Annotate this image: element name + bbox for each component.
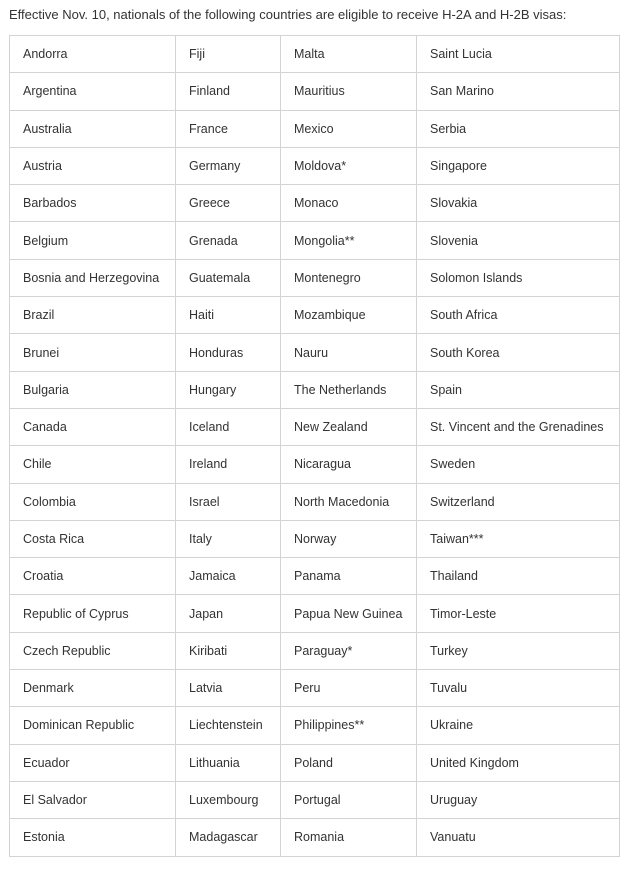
country-cell: Fiji — [176, 36, 281, 73]
country-cell: Czech Republic — [10, 632, 176, 669]
country-cell: Honduras — [176, 334, 281, 371]
country-cell: Solomon Islands — [417, 259, 620, 296]
country-cell: Philippines** — [281, 707, 417, 744]
table-row — [10, 73, 620, 110]
country-cell: Panama — [281, 558, 417, 595]
country-cell: Mauritius — [281, 73, 417, 110]
table-row — [10, 110, 620, 147]
country-cell: Malta — [281, 36, 417, 73]
table-row — [10, 297, 620, 334]
table-row — [10, 632, 620, 669]
table-row — [10, 147, 620, 184]
country-cell: San Marino — [417, 73, 620, 110]
country-cell: Timor-Leste — [417, 595, 620, 632]
country-cell: Greece — [176, 185, 281, 222]
country-cell: El Salvador — [10, 781, 176, 818]
country-cell: Bosnia and Herzegovina — [10, 259, 176, 296]
country-cell: Denmark — [10, 670, 176, 707]
country-cell: Barbados — [10, 185, 176, 222]
table-row — [10, 371, 620, 408]
country-cell: New Zealand — [281, 408, 417, 445]
country-cell: Saint Lucia — [417, 36, 620, 73]
country-cell: Finland — [176, 73, 281, 110]
country-cell: Ecuador — [10, 744, 176, 781]
country-cell: Dominican Republic — [10, 707, 176, 744]
table-row — [10, 670, 620, 707]
country-cell: Mexico — [281, 110, 417, 147]
country-cell: Sweden — [417, 446, 620, 483]
country-cell: Nauru — [281, 334, 417, 371]
country-cell: Ireland — [176, 446, 281, 483]
country-cell: Spain — [417, 371, 620, 408]
intro-text: Effective Nov. 10, nationals of the following countries are eligible to receive H-2A and H-2B visas: — [9, 7, 567, 22]
table-row — [10, 36, 620, 73]
country-cell: Uruguay — [417, 781, 620, 818]
table-row — [10, 744, 620, 781]
country-cell: Hungary — [176, 371, 281, 408]
country-cell: Taiwan*** — [417, 520, 620, 557]
country-cell: Costa Rica — [10, 520, 176, 557]
table-row — [10, 334, 620, 371]
country-cell: Portugal — [281, 781, 417, 818]
country-cell: Belgium — [10, 222, 176, 259]
table-row — [10, 558, 620, 595]
country-cell: Colombia — [10, 483, 176, 520]
country-cell: Slovakia — [417, 185, 620, 222]
country-cell: Norway — [281, 520, 417, 557]
country-cell: United Kingdom — [417, 744, 620, 781]
country-cell: Ukraine — [417, 707, 620, 744]
country-cell: Thailand — [417, 558, 620, 595]
table-row — [10, 259, 620, 296]
country-cell: Luxembourg — [176, 781, 281, 818]
country-cell: Moldova* — [281, 147, 417, 184]
country-cell: Chile — [10, 446, 176, 483]
country-cell: Turkey — [417, 632, 620, 669]
country-cell: Singapore — [417, 147, 620, 184]
country-cell: Austria — [10, 147, 176, 184]
country-cell: Republic of Cyprus — [10, 595, 176, 632]
country-cell: Slovenia — [417, 222, 620, 259]
country-cell: The Netherlands — [281, 371, 417, 408]
country-cell: Switzerland — [417, 483, 620, 520]
table-row — [10, 446, 620, 483]
countries-table-body — [10, 36, 620, 857]
country-cell: Montenegro — [281, 259, 417, 296]
country-cell: Brunei — [10, 334, 176, 371]
country-cell: Mozambique — [281, 297, 417, 334]
country-cell: Iceland — [176, 408, 281, 445]
country-cell: France — [176, 110, 281, 147]
country-cell: Estonia — [10, 819, 176, 856]
country-cell: North Macedonia — [281, 483, 417, 520]
country-cell: Grenada — [176, 222, 281, 259]
country-cell: Italy — [176, 520, 281, 557]
country-cell: Jamaica — [176, 558, 281, 595]
country-cell: Poland — [281, 744, 417, 781]
country-cell: Latvia — [176, 670, 281, 707]
table-row — [10, 222, 620, 259]
country-cell: South Africa — [417, 297, 620, 334]
country-cell: Croatia — [10, 558, 176, 595]
country-cell: Nicaragua — [281, 446, 417, 483]
country-cell: Vanuatu — [417, 819, 620, 856]
country-cell: Bulgaria — [10, 371, 176, 408]
table-row — [10, 707, 620, 744]
country-cell: South Korea — [417, 334, 620, 371]
country-cell: Romania — [281, 819, 417, 856]
countries-table — [9, 35, 620, 857]
country-cell: Serbia — [417, 110, 620, 147]
country-cell: Canada — [10, 408, 176, 445]
country-cell: Germany — [176, 147, 281, 184]
table-row — [10, 483, 620, 520]
country-cell: Japan — [176, 595, 281, 632]
table-row — [10, 520, 620, 557]
country-cell: Peru — [281, 670, 417, 707]
table-row — [10, 408, 620, 445]
country-cell: Brazil — [10, 297, 176, 334]
country-cell: Monaco — [281, 185, 417, 222]
country-cell: Paraguay* — [281, 632, 417, 669]
country-cell: Australia — [10, 110, 176, 147]
country-cell: Papua New Guinea — [281, 595, 417, 632]
country-cell: Lithuania — [176, 744, 281, 781]
country-cell: St. Vincent and the Grenadines — [417, 408, 620, 445]
table-row — [10, 595, 620, 632]
country-cell: Argentina — [10, 73, 176, 110]
country-cell: Madagascar — [176, 819, 281, 856]
country-cell: Israel — [176, 483, 281, 520]
country-cell: Andorra — [10, 36, 176, 73]
country-cell: Haiti — [176, 297, 281, 334]
country-cell: Liechtenstein — [176, 707, 281, 744]
table-row — [10, 781, 620, 818]
country-cell: Guatemala — [176, 259, 281, 296]
country-cell: Mongolia** — [281, 222, 417, 259]
table-row — [10, 819, 620, 856]
table-row — [10, 185, 620, 222]
country-cell: Tuvalu — [417, 670, 620, 707]
country-cell: Kiribati — [176, 632, 281, 669]
